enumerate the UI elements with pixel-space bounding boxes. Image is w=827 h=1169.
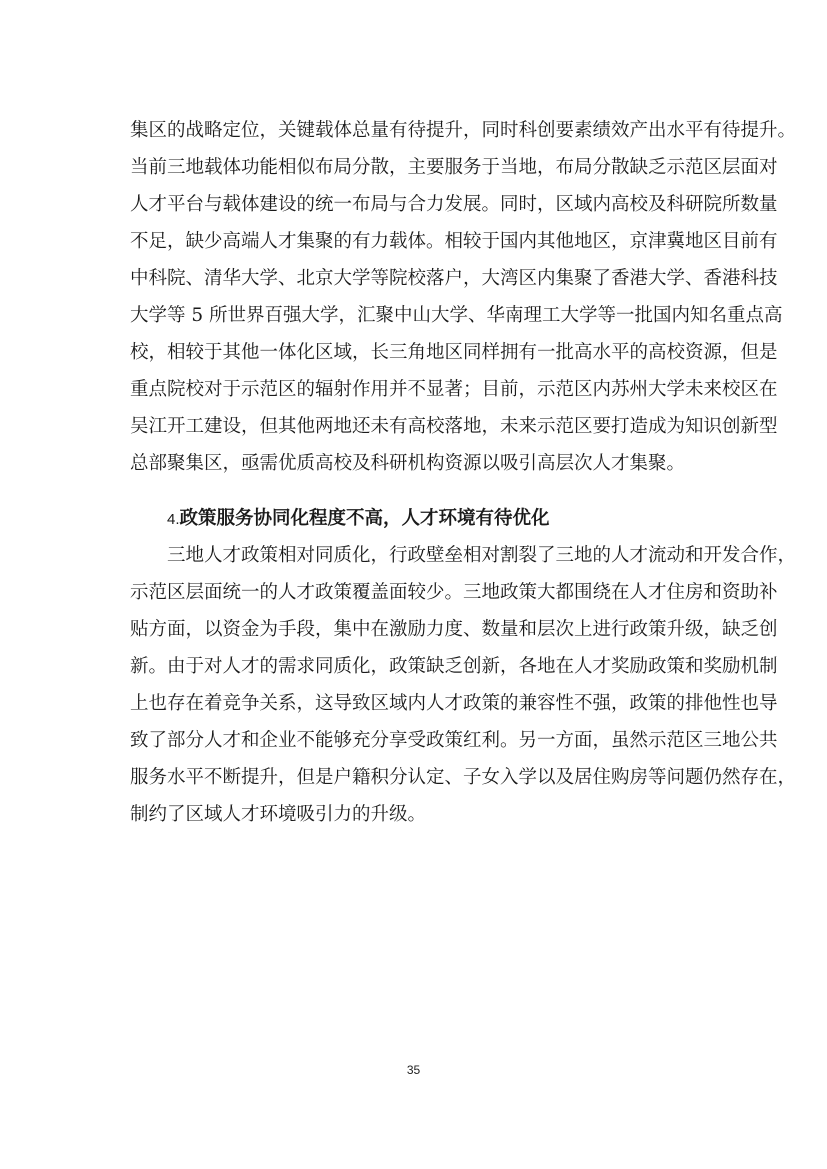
paragraph-line: 大学等 5 所世界百强大学，汇聚中山大学、华南理工大学等一批国内知名重点高: [130, 305, 783, 326]
paragraph-line: 上也存在着竞争关系，这导致区域内人才政策的兼容性不强，政策的排他性也导: [130, 693, 778, 714]
paragraph-line: 中科院、清华大学、北京大学等院校落户，大湾区内集聚了香港大学、香港科技: [130, 268, 778, 289]
paragraph-line: 示范区层面统一的人才政策覆盖面较少。三地政策大都围绕在人才住房和资助补: [130, 582, 778, 603]
paragraph-policy-services: [130, 537, 797, 833]
paragraph-line: 新。由于对人才的需求同质化，政策缺乏创新，各地在人才奖励政策和奖励机制: [130, 656, 778, 677]
paragraph-line: 贴方面，以资金为手段，集中在激励力度、数量和层次上进行政策升级，缺乏创: [130, 619, 778, 640]
paragraph-line: 当前三地载体功能相似布局分散，主要服务于当地，布局分散缺乏示范区层面对: [130, 157, 778, 178]
paragraph-line: 吴江开工建设，但其他两地还未有高校落地，未来示范区要打造成为知识创新型: [130, 416, 778, 437]
page-number: 35: [406, 1063, 421, 1077]
section-heading: [167, 500, 550, 537]
paragraph-line: 不足，缺少高端人才集聚的有力载体。相较于国内其他地区，京津冀地区目前有: [130, 231, 778, 252]
paragraph-line: 重点院校对于示范区的辐射作用并不显著；目前，示范区内苏州大学未来校区在: [130, 379, 778, 400]
paragraph-line: 人才平台与载体建设的统一布局与合力发展。同时，区域内高校及科研院所数量: [130, 194, 778, 215]
paragraph-strategic-carriers: [130, 112, 797, 482]
paragraph-line: 服务水平不断提升，但是户籍积分认定、子女入学以及居住购房等问题仍然存在，: [130, 767, 797, 788]
paragraph-line: 制约了区域人才环境吸引力的升级。: [130, 804, 427, 825]
paragraph-line: 校，相较于其他一体化区域，长三角地区同样拥有一批高水平的高校资源，但是: [130, 342, 778, 363]
paragraph-line: 总部聚集区，亟需优质高校及科研机构资源以吸引高层次人才集聚。: [130, 453, 686, 474]
paragraph-line: 集区的战略定位，关键载体总量有待提升，同时科创要素绩效产出水平有待提升。: [130, 120, 797, 141]
paragraph-line: 三地人才政策相对同质化，行政壁垒相对割裂了三地的人才流动和开发合作，: [167, 545, 797, 566]
section-title: 政策服务协同化程度不高，人才环境有待优化: [179, 508, 550, 529]
paragraph-line: 致了部分人才和企业不能够充分享受政策红利。另一方面，虽然示范区三地公共: [130, 730, 778, 751]
section-number: 4.: [167, 511, 180, 528]
